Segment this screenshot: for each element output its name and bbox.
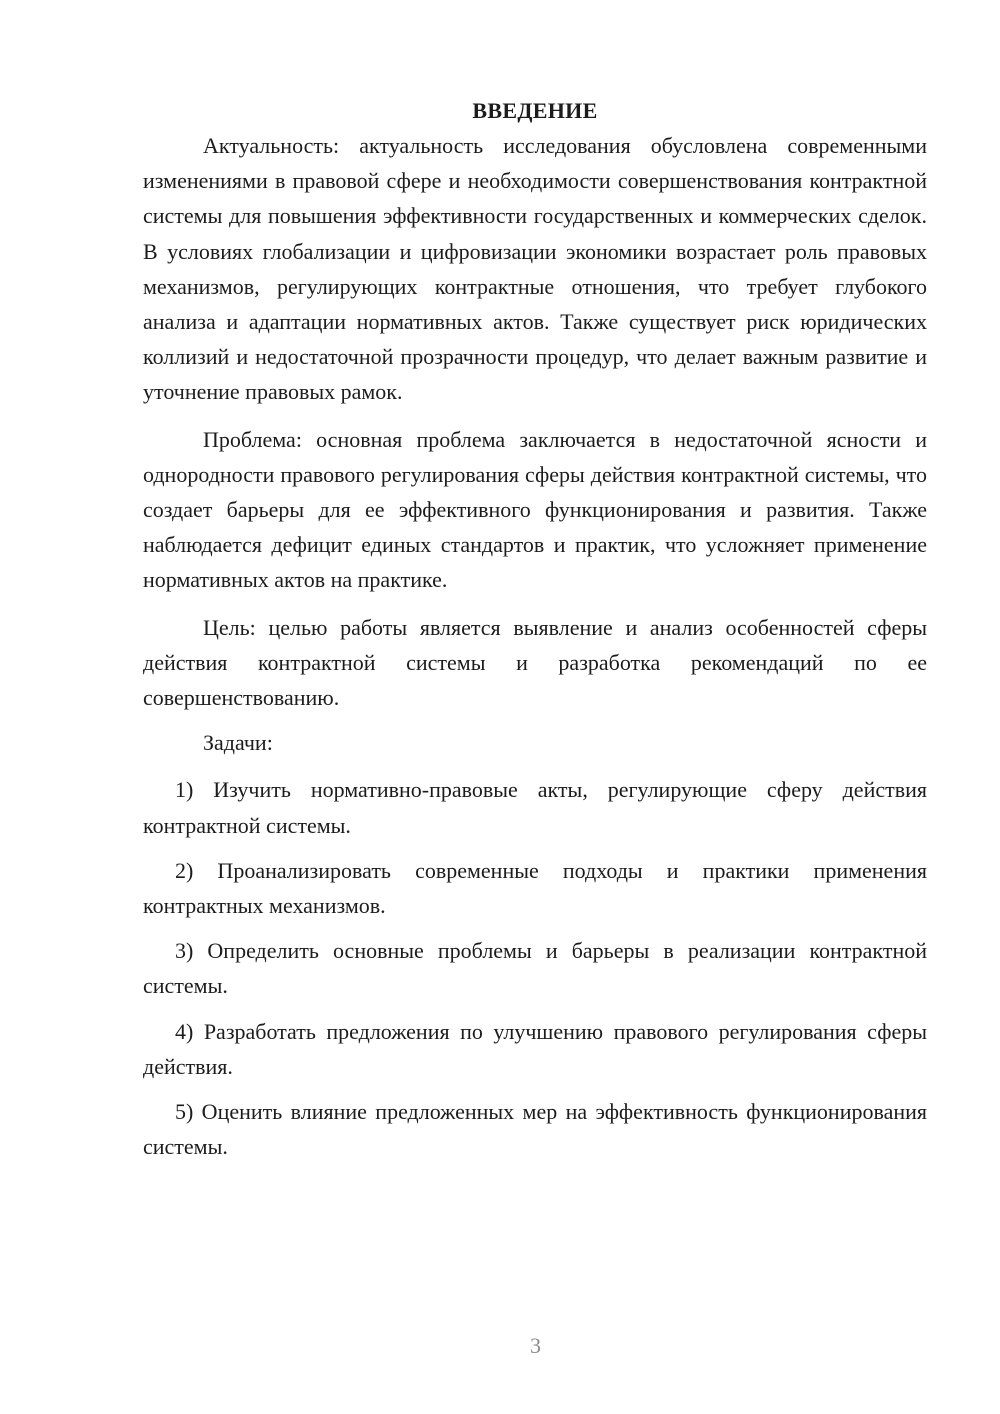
paragraph-goal: Цель: целью работы является выявление и анализ особенностей сферы действия контрактной системы и разработка рекомендаций по ее совершенствованию.	[143, 614, 927, 711]
paragraph-relevance: Актуальность: актуальность исследования обусловлена современными изменениями в правовой сфере и необходимости совершенствования контрактной системы для повышения эффективности государственных и коммерческих сделок. В условиях глобализации и цифровизации экономики возрастает роль правовых механизмов, регулирующих контрактные отношения, что требует глубокого анализа и адаптации нормативных актов. Также существует риск юридических коллизий и недостаточной прозрачности процедур, что делает важным развитие и уточнение правовых рамок.	[143, 133, 927, 405]
tasks-label: Задачи:	[203, 730, 273, 756]
paragraph-problem: Проблема: основная проблема заключается в недостаточной ясности и однородности правового регулирования сферы действия контрактной системы, что создает барьеры для ее эффективного функционирования и развития. Также наблюдается дефицит единых стандартов и практик, что усложняет применение нормативных актов на практике.	[143, 426, 927, 593]
task-item: 3) Определить основные проблемы и барьеры в реализации контрактной системы.	[143, 938, 927, 999]
tasks-list	[143, 772, 927, 1164]
task-item: 2) Проанализировать современные подходы и практики применения контрактных механизмов.	[143, 857, 927, 919]
document-page	[143, 93, 927, 1164]
task-item: 5) Оценить влияние предложенных мер на эффективность функционирования системы.	[143, 1099, 927, 1160]
page-number: 3	[530, 1333, 541, 1358]
task-item: 1) Изучить нормативно-правовые акты, регулирующие сферу действия контрактной системы.	[143, 777, 927, 838]
task-item: 4) Разработать предложения по улучшению правового регулирования сферы действия.	[143, 1018, 927, 1079]
page-title: ВВЕДЕНИЕ	[472, 98, 598, 123]
